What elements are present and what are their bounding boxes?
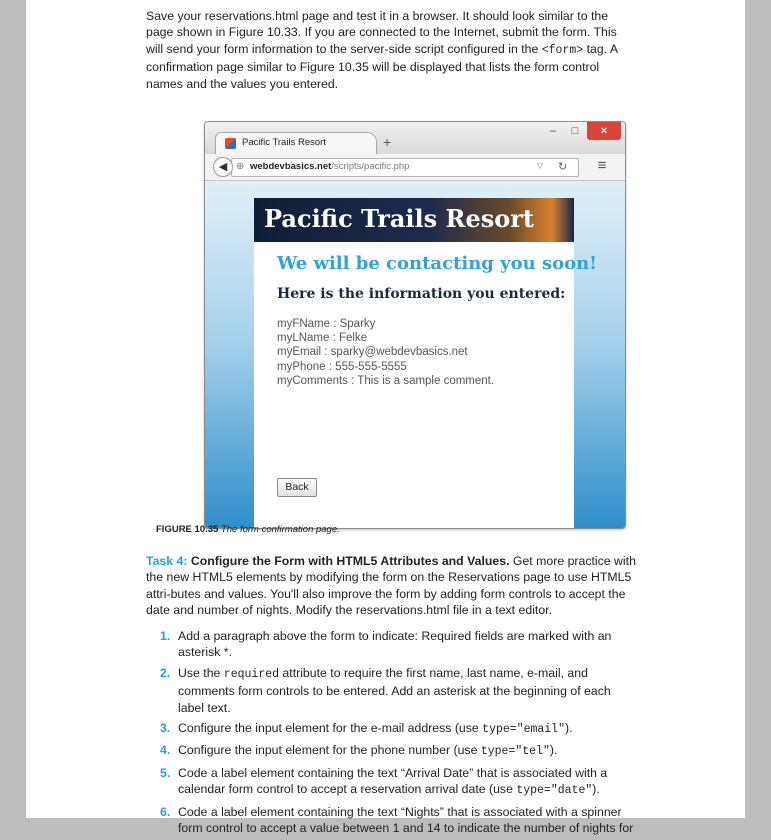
site-main [254,242,598,528]
step-number: 3. [160,721,171,736]
figure-label: FIGURE 10.35 [156,524,219,535]
figure-caption [156,524,340,535]
menu-icon[interactable]: ≡ [597,157,607,174]
step-text: Add a paragraph above the form to indicate: Required fields are marked with an asterisk *. [178,629,612,660]
url-domain: webdevbasics.net [250,161,332,172]
step-text: ). [565,721,573,736]
step-text: Configure the input element for the phone number (use [178,743,481,758]
result-line: myFName : Sparky [277,318,376,330]
result-line: myComments : This is a sample comment. [277,374,495,387]
confirmation-heading: We will be contacting you soon! [277,253,598,274]
step-code: type="email" [482,723,565,737]
url-text [250,161,409,172]
step-number: 2. [160,665,171,680]
task4-body: Get more practice with the new HTML5 elements by modifying the form on the Reservations page to use HTML5 attri-butes and values. You'll also improve the form by adding form controls to accept the date and number of nights. Modify the reservations.html file in a text editor. [146,554,636,618]
browser-viewport [205,181,625,528]
intro-code: <form> [541,43,584,57]
url-bar[interactable] [231,158,579,177]
browser-window [204,121,626,529]
step-text: ). [592,782,600,797]
dropdown-icon[interactable]: ▽ [537,161,544,170]
step-text: ). [549,743,558,758]
intro-text-1: Save your reservations.html page and test it in a browser. It should look similar to the page shown in Figure 10.33. If you are connected to the Internet, submit the form. This will send your form information to the server-side script configured in the [146,9,617,56]
site-header [254,198,574,242]
list-item [146,742,636,760]
intro-paragraph [146,8,636,92]
task4-paragraph [146,553,636,619]
back-arrow-icon[interactable]: ◀ [213,157,233,177]
browser-titlebar [205,122,625,154]
step-code: required [223,667,280,681]
list-item [146,665,636,716]
maximize-icon[interactable]: □ [571,125,579,137]
browser-tab[interactable] [215,132,377,155]
step-text: attribute to require the first name, last name, e-mail, and comments form controls to be entered. Add an asterisk at the beginning of each label text. [178,665,611,715]
list-item [146,628,636,661]
reload-icon[interactable]: ↻ [558,161,568,173]
new-tab-icon[interactable]: + [383,134,392,150]
page-content [146,8,636,836]
step-text: Code a label element containing the text “Nights” that is associated with a spinner form control to accept a value between 1 and 14 to indicate the number of nights for [178,804,634,836]
list-item [146,804,636,837]
book-page [26,0,745,836]
step-number: 1. [160,629,171,643]
task4-label: Task 4: [146,554,188,568]
step-code: type="tel" [480,745,550,759]
result-line: myLName : Felke [277,332,368,345]
site-title: Pacific Trails Resort [264,204,534,233]
step-number: 5. [160,765,171,780]
step-text: Code a label element containing the text “Arrival Date” that is associated with a calendar form control to accept a reservation arrival date (use [178,765,608,797]
task4-title: Configure the Form with HTML5 Attributes and Values. [187,554,510,568]
list-item [146,720,636,738]
step-text: Configure the input element for the e-mail address (use [178,721,483,736]
favicon-icon [225,138,236,149]
globe-icon: ⊕ [236,161,245,172]
step-number: 6. [160,804,171,819]
step-text: Use the [178,665,224,680]
step-number: 4. [160,743,171,758]
browser-navbar [205,154,625,181]
tab-title: Pacific Trails Resort [242,137,326,148]
close-icon[interactable]: × [587,122,621,140]
steps-list [146,628,636,840]
intro-text-2: tag. A confirmation page similar to Figure 10.35 will be displayed that lists the form control names and the values you entered. [146,41,618,91]
result-line: myEmail : sparky@webdevbasics.net [277,346,468,359]
step-code: type="date" [516,784,593,798]
info-subheading: Here is the information you entered: [277,286,566,302]
back-button[interactable]: Back [277,478,317,497]
minimize-icon[interactable]: – [549,125,557,137]
result-line: myPhone : 555-555-5555 [277,360,407,373]
list-item [146,765,636,800]
results-list [277,317,494,388]
figure-caption-text: The form confirmation page. [220,524,340,535]
url-path: /scripts/pacific.php [331,161,410,172]
